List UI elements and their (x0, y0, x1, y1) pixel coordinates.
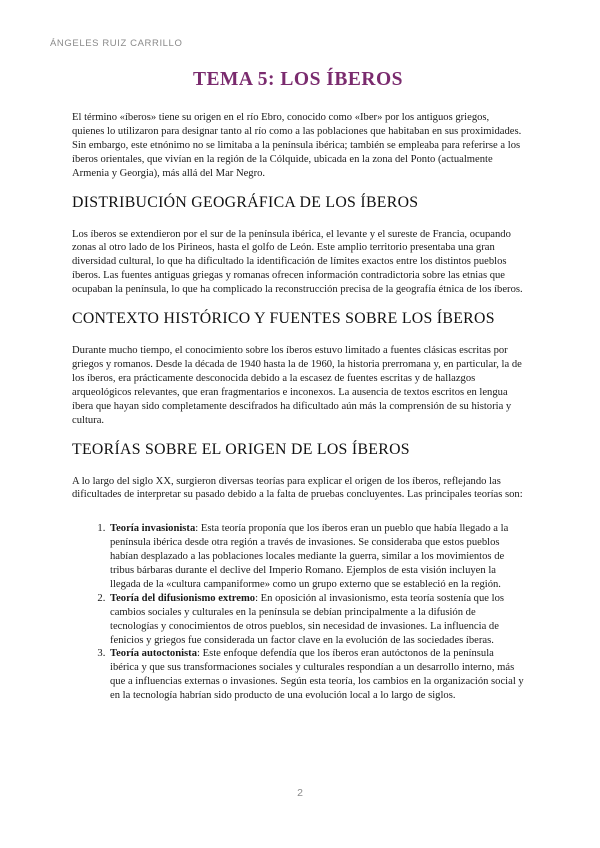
section-heading-teorias: TEORÍAS SOBRE EL ORIGEN DE LOS ÍBEROS (72, 440, 410, 458)
page-number: 2 (297, 787, 303, 799)
list-item (108, 592, 524, 648)
theories-list (72, 522, 524, 703)
list-item (108, 522, 524, 592)
document-body (72, 68, 524, 703)
theory-description: : Esta teoría proponía que los íberos eran un pueblo que había llegado a la península ibérica desde otra región a través de invasiones. Se consideraba que estos pueblos habían desplazado a las poblaciones locales mediante la guerra, similar a los movimientos de tribus bárbaras durante el declive del Imperio Romano. Ejemplos de esta visión incluyen la llegada de la «cultura campaniforme» como un grupo externo que se estableció en la región. (110, 523, 509, 590)
page-title: TEMA 5: LOS ÍBEROS (192, 69, 403, 90)
theory-description: : En oposición al invasionismo, esta teoría sostenía que los cambios sociales y culturales en la península se debían principalmente a la difusión de tecnologías y conocimientos de otros pueblos, sin necesidad de invasiones. La influencia de fenicios y griegos fue considerada un factor clave en la evolución de las sociedades íberas. (110, 592, 504, 646)
theory-term: Teoría autoctonista (110, 648, 198, 660)
section-paragraph-distribucion: Los íberos se extendieron por el sur de la península ibérica, el levante y el sureste de Francia, ocupando zonas al otro lado de los Pirineos, hasta el golfo de León. Este amplio territorio presentaba una gran diversidad cultural, lo que ha dificultado la identificación de límites exactos entre los distintos pueblos íberos. Las fuentes antiguas griegas y romanas ofrecen información contradictoria sobre las etnias que ocupaban la península, lo que ha complicado la reconstrucción precisa de la geografía étnica de los íberos. (72, 228, 523, 296)
theory-term: Teoría del difusionismo extremo (110, 592, 256, 604)
theory-term: Teoría invasionista (110, 523, 196, 535)
intro-paragraph: El término «íberos» tiene su origen en el río Ebro, conocido como «Iber» por los antiguos griegos, quienes lo utilizaron para designar tanto al río como a las poblaciones que habitaban en sus proximidades. Sin embargo, este etnónimo no se limitaba a la península ibérica; también se empleaba para referirse a los íberos orientales, que vivían en la región de la Cólquide, ubicada en la zona del Ponto (actualmente Armenia y Georgia), más allá del Mar Negro. (72, 112, 522, 179)
section-heading-distribucion: DISTRIBUCIÓN GEOGRÁFICA DE LOS ÍBEROS (72, 193, 419, 211)
section-paragraph-contexto: Durante mucho tiempo, el conocimiento sobre los íberos estuvo limitado a fuentes clásicas escritas por griegos y romanos. Desde la década de 1940 hasta la de 1960, la historia prerromana y, en particular, la de los íberos, era prácticamente desconocida debido a la escasez de fuentes escritas y de hallazgos arqueológicos relevantes, que eran fragmentarios e inconexos. La ausencia de textos escritos en lengua íbera que hayan sido completamente descifrados ha dificultado aún más la comprensión de su historia y cultura. (72, 345, 522, 426)
document-header-author: ÁNGELES RUIZ CARRILLO (50, 38, 183, 49)
section-heading-contexto: CONTEXTO HISTÓRICO Y FUENTES SOBRE LOS ÍBEROS (72, 310, 495, 328)
section-paragraph-teorias: A lo largo del siglo XX, surgieron diversas teorías para explicar el origen de los íberos, reflejando las dificultades de interpretar su pasado debido a la falta de pruebas concluyentes. Las principales teorías son: (72, 475, 523, 501)
list-item (108, 647, 524, 703)
theory-description: : Este enfoque defendía que los íberos eran autóctonos de la península ibérica y que sus transformaciones sociales y culturales respondían a un desarrollo interno, más que a influencias externas o invasiones. Según esta teoría, los cambios en la organización social y en la tecnología habrían sido producto de una evolución local a lo largo de siglos. (110, 648, 524, 702)
